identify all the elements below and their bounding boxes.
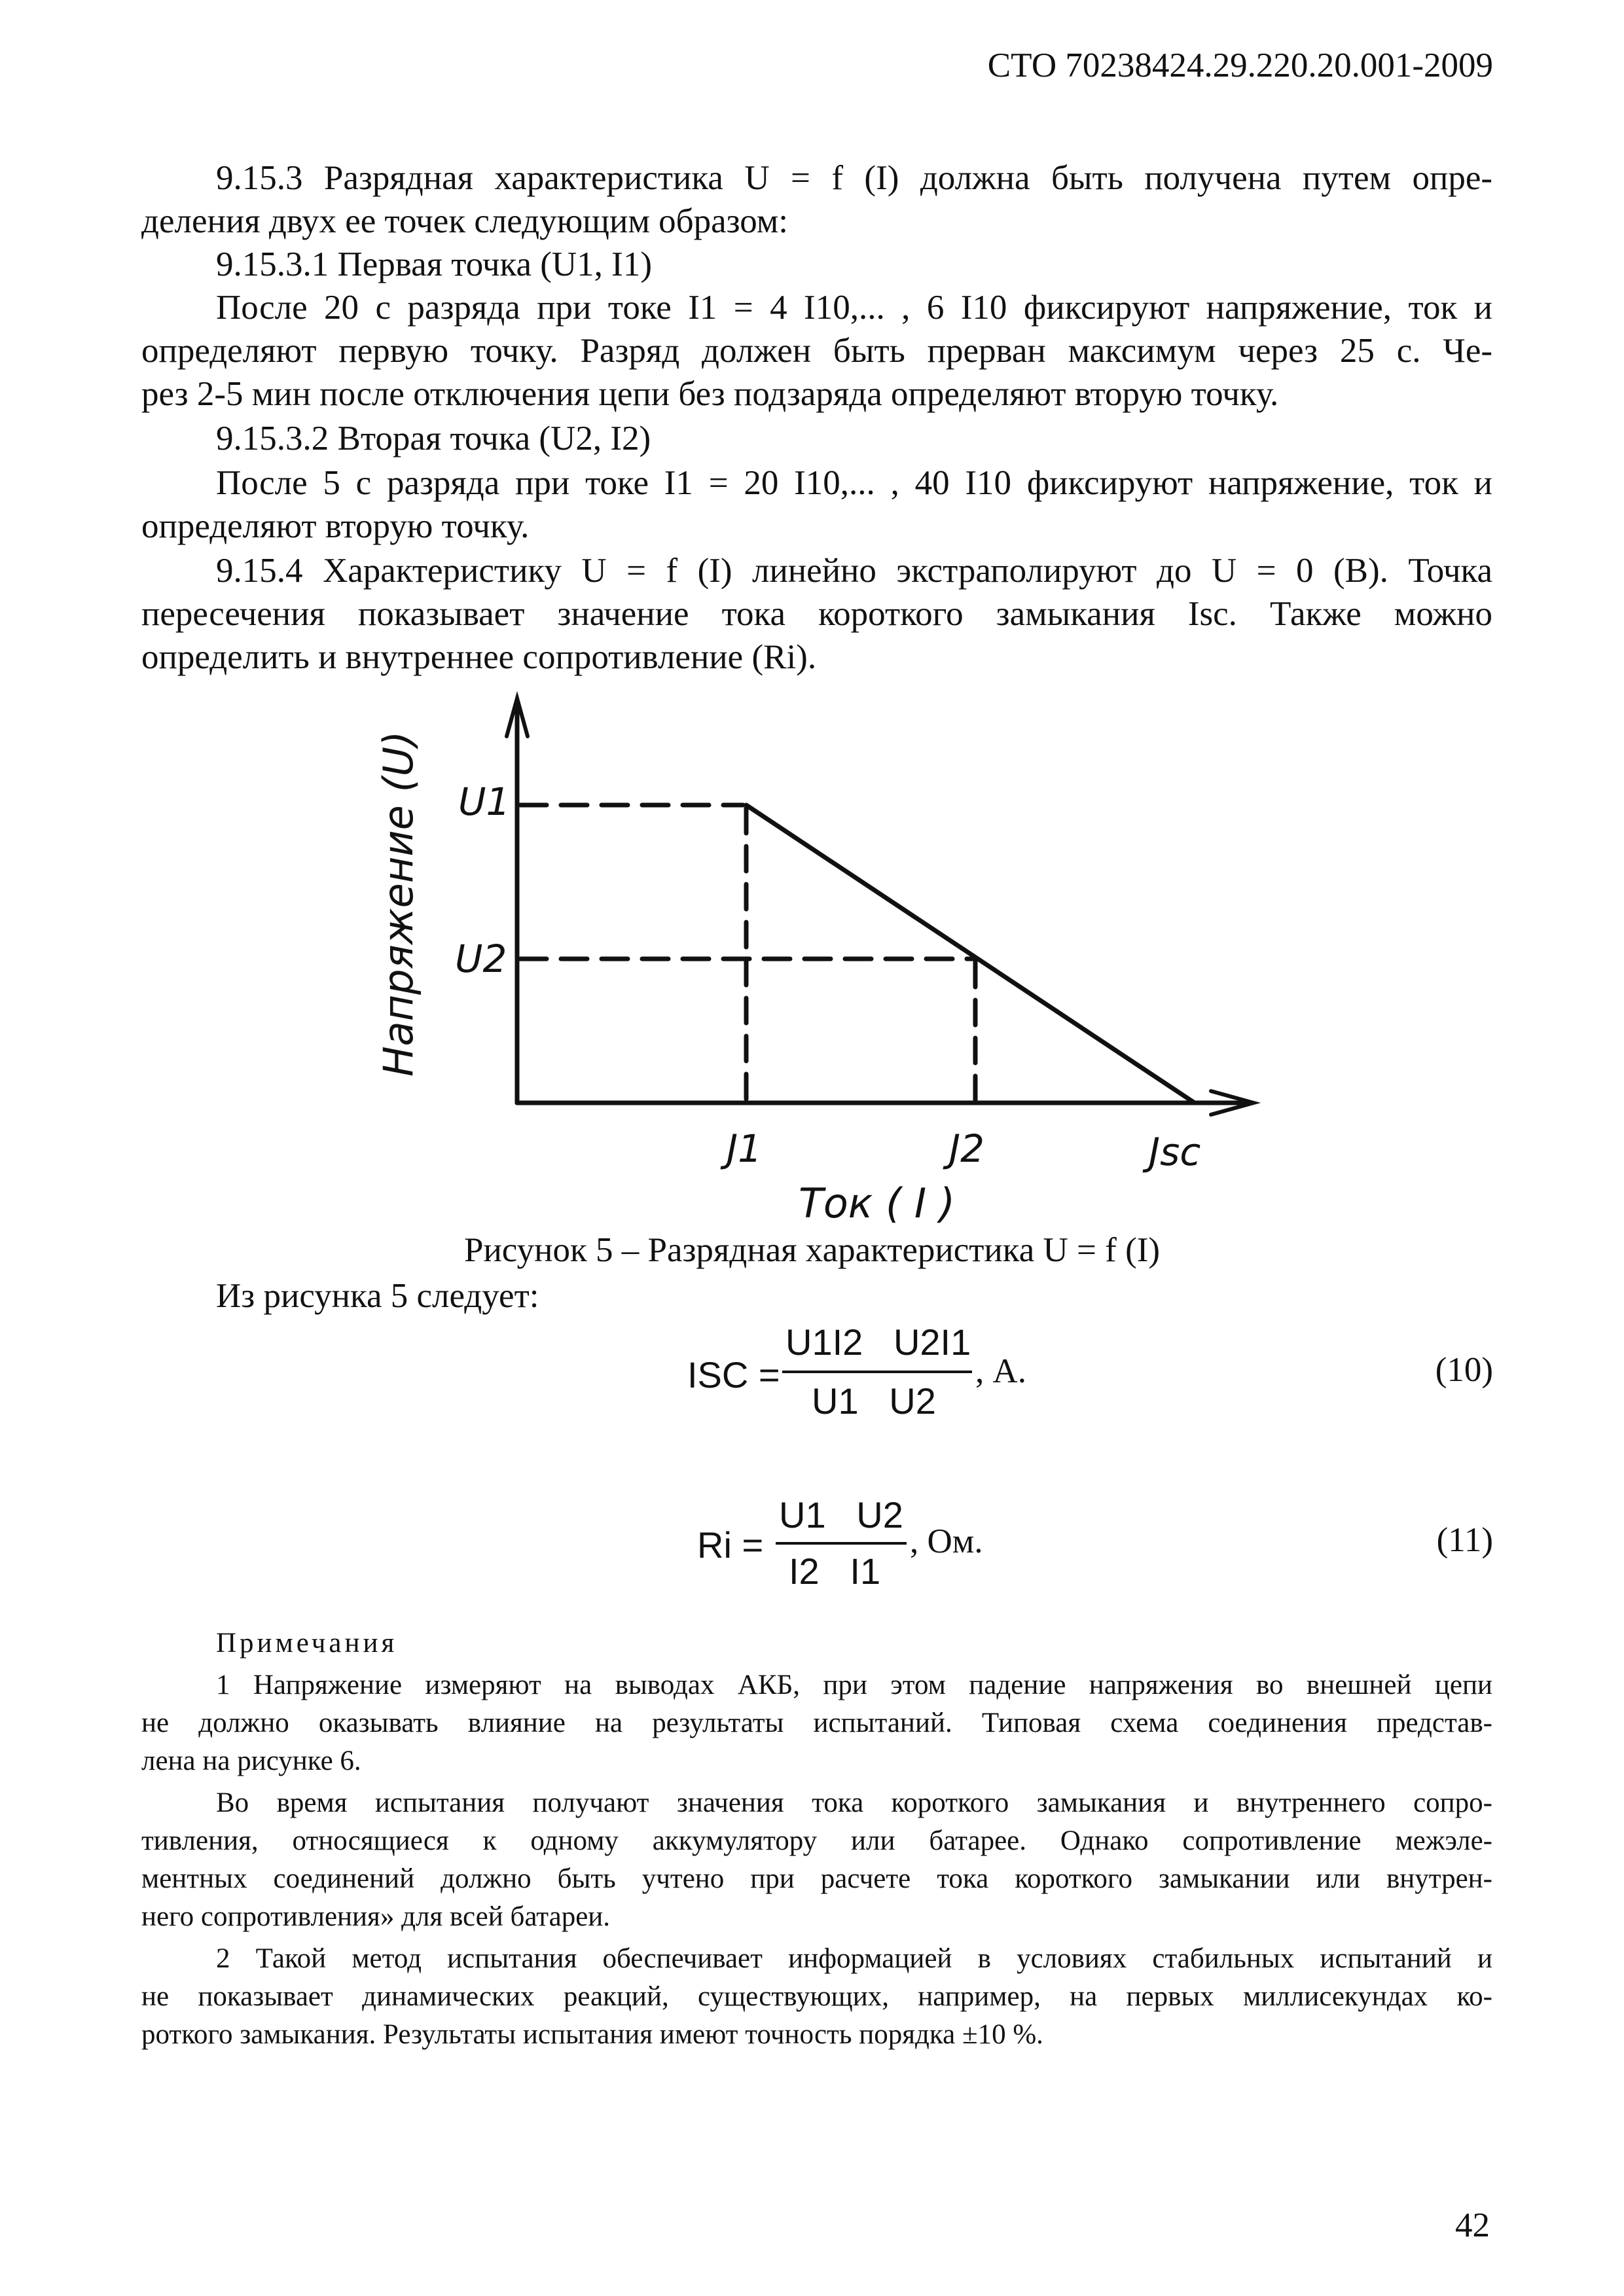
paragraph-line: 9.15.3 Разрядная характеристика U = f (I) должна быть получена путем опре- — [216, 159, 1492, 197]
note-line: не показывает динамических реакций, существующих, например, на первых миллисекундах ко- — [141, 1981, 1492, 2012]
eq11-denominator: I2 I1 — [789, 1551, 881, 1592]
note-line: Во время испытания получают значения тока короткого замыкания и внутреннего сопро- — [216, 1787, 1492, 1818]
discharge-characteristic-figure — [367, 684, 1283, 1234]
note-line: роткого замыкания. Результаты испытания имеют точность порядка ±10 %. — [141, 2019, 1043, 2050]
eq10-denominator: U1 U2 — [812, 1380, 936, 1422]
eq11-numerator: U1 U2 — [779, 1494, 903, 1535]
paragraph-line: После 5 с разряда при токе I1 = 20 I10,... , 40 I10 фиксируют напряжение, ток и — [216, 464, 1492, 502]
paragraph-line: 9.15.4 Характеристику U = f (I) линейно экстраполируют до U = 0 (В). Точка — [216, 552, 1492, 590]
eq10-lhs: ISC = — [687, 1354, 780, 1395]
document-code: СТО 70238424.29.220.20.001-2009 — [987, 46, 1493, 84]
note-line: него сопротивления» для всей батареи. — [141, 1901, 611, 1932]
from-figure-text: Из рисунка 5 следует: — [216, 1277, 539, 1315]
paragraph-line: рез 2-5 мин после отключения цепи без подзаряда определяют вторую точку. — [141, 375, 1279, 413]
note-line: не должно оказывать влияние на результаты испытаний. Типовая схема соединения представ- — [141, 1708, 1492, 1738]
note-line: 2 Такой метод испытания обеспечивает информацией в условиях стабильных испытаний и — [216, 1943, 1492, 1974]
eq10-unit: , А. — [975, 1352, 1027, 1390]
eq11-lhs: Ri = — [697, 1524, 764, 1566]
note-line: 1 Напряжение измеряют на выводах АКБ, при этом падение напряжения во внешней цепи — [216, 1670, 1492, 1700]
notes-title: Примечания — [216, 1628, 398, 1659]
eq11-number: (11) — [1436, 1521, 1493, 1559]
note-line: лена на рисунке 6. — [141, 1746, 361, 1776]
eq10-number: (10) — [1435, 1351, 1493, 1389]
paragraph-line: деления двух ее точек следующим образом: — [141, 202, 789, 240]
note-line: ментных соединений должно быть учтено при расчете тока короткого замыкании или внутрен- — [141, 1863, 1492, 1894]
eq10-fraction-bar — [782, 1371, 972, 1373]
paragraph-line: пересечения показывает значение тока короткого замыкания Isc. Также можно — [141, 595, 1492, 633]
paragraph-line: определяют вторую точку. — [141, 507, 530, 545]
x-axis-label: Ток ( I ) — [799, 1179, 956, 1227]
i2-label: J2 — [949, 1126, 985, 1171]
characteristic-line — [746, 805, 1195, 1103]
u2-label: U2 — [455, 937, 507, 981]
figure-caption: Рисунок 5 – Разрядная характеристика U = f (I) — [463, 1231, 1161, 1269]
paragraph-line: После 20 с разряда при токе I1 = 4 I10,... , 6 I10 фиксируют напряжение, ток и — [216, 289, 1492, 327]
eq11-fraction-bar — [776, 1542, 907, 1545]
paragraph-line: 9.15.3.1 Первая точка (U1, I1) — [216, 245, 652, 283]
paragraph-line: 9.15.3.2 Вторая точка (U2, I2) — [216, 420, 651, 457]
y-axis-label: Напряжение (U) — [374, 730, 422, 1077]
eq10-numerator: U1I2 U2I1 — [785, 1321, 971, 1363]
note-line: тивления, относящиеся к одному аккумулятору или батарее. Однако сопротивление межэле- — [141, 1825, 1492, 1856]
paragraph-line: определяют первую точку. Разряд должен быть прерван максимум через 25 с. Че- — [141, 332, 1492, 370]
i1-label: J1 — [727, 1126, 763, 1171]
paragraph-line: определить и внутреннее сопротивление (Ri). — [141, 638, 817, 676]
isc-label: Jsc — [1149, 1130, 1201, 1174]
u1-label: U1 — [458, 780, 511, 824]
page-number: 42 — [1455, 2206, 1490, 2244]
eq11-unit: , Ом. — [910, 1522, 983, 1560]
